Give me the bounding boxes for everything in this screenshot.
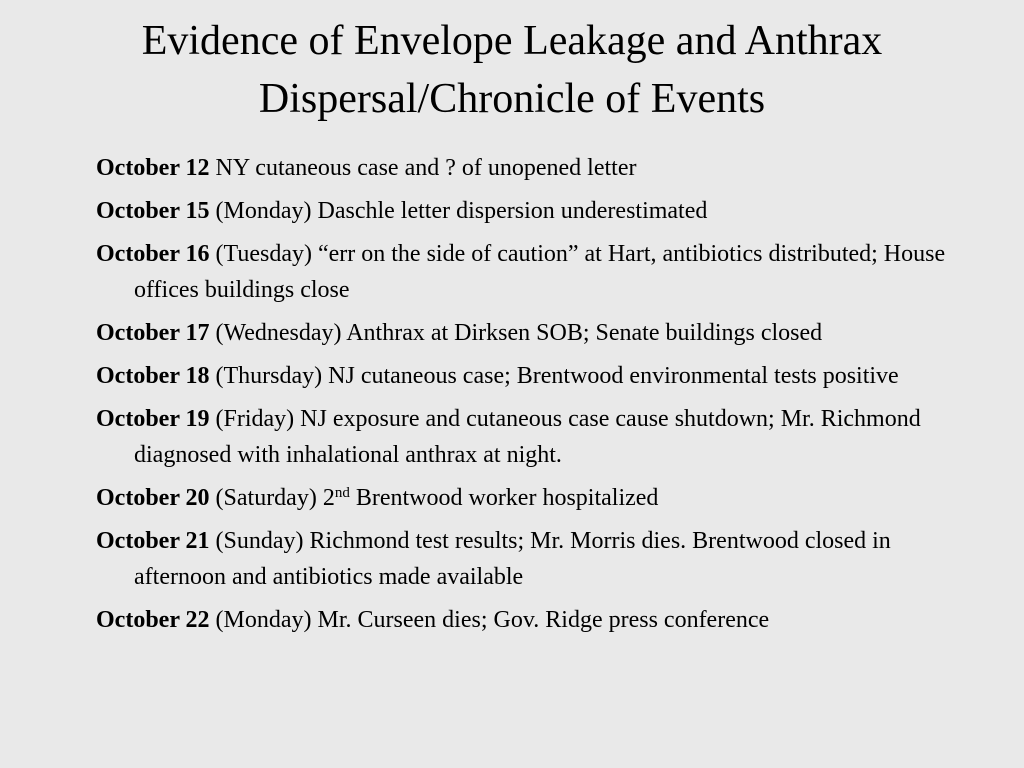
event-superscript: nd (334, 484, 350, 501)
slide-title-line-1: Evidence of Envelope Leakage and Anthrax (141, 18, 883, 64)
event-date: October 18 (96, 363, 210, 389)
event-text: (Tuesday) “err on the side of caution” at Hart, antibiotics distributed; House offices buildings close (134, 241, 946, 303)
event-date: October 17 (96, 320, 210, 346)
event-item (96, 236, 976, 308)
event-date: October 20 (96, 485, 210, 511)
event-item (96, 401, 976, 473)
event-text: (Wednesday) Anthrax at Dirksen SOB; Senate buildings closed (215, 320, 823, 346)
event-text: NY cutaneous case and ? of unopened letter (215, 155, 637, 181)
event-text: (Friday) NJ exposure and cutaneous case cause shutdown; Mr. Richmond diagnosed with inhalational anthrax at night. (134, 406, 921, 468)
events-list (96, 150, 976, 645)
event-item (96, 358, 976, 394)
event-text-after: Brentwood worker hospitalized (349, 485, 659, 511)
event-text-before: (Saturday) 2 (215, 485, 335, 511)
event-text: (Sunday) Richmond test results; Mr. Morris dies. Brentwood closed in afternoon and antibiotics made available (134, 528, 891, 590)
event-item (96, 315, 976, 351)
event-date: October 16 (96, 241, 210, 267)
event-date: October 21 (96, 528, 210, 554)
event-date: October 15 (96, 198, 210, 224)
event-date: October 19 (96, 406, 210, 432)
slide-title-line-2: Dispersal/Chronicle of Events (258, 76, 766, 122)
event-item (96, 193, 976, 229)
event-text: (Monday) Daschle letter dispersion underestimated (215, 198, 708, 224)
slide-title (40, 12, 984, 128)
event-item (96, 150, 976, 186)
event-date: October 22 (96, 607, 210, 633)
event-date: October 12 (96, 155, 210, 181)
event-text: (Monday) Mr. Curseen dies; Gov. Ridge press conference (215, 607, 770, 633)
event-item (96, 480, 976, 516)
event-text: (Thursday) NJ cutaneous case; Brentwood environmental tests positive (215, 363, 899, 389)
event-item (96, 602, 976, 638)
event-item (96, 523, 976, 595)
